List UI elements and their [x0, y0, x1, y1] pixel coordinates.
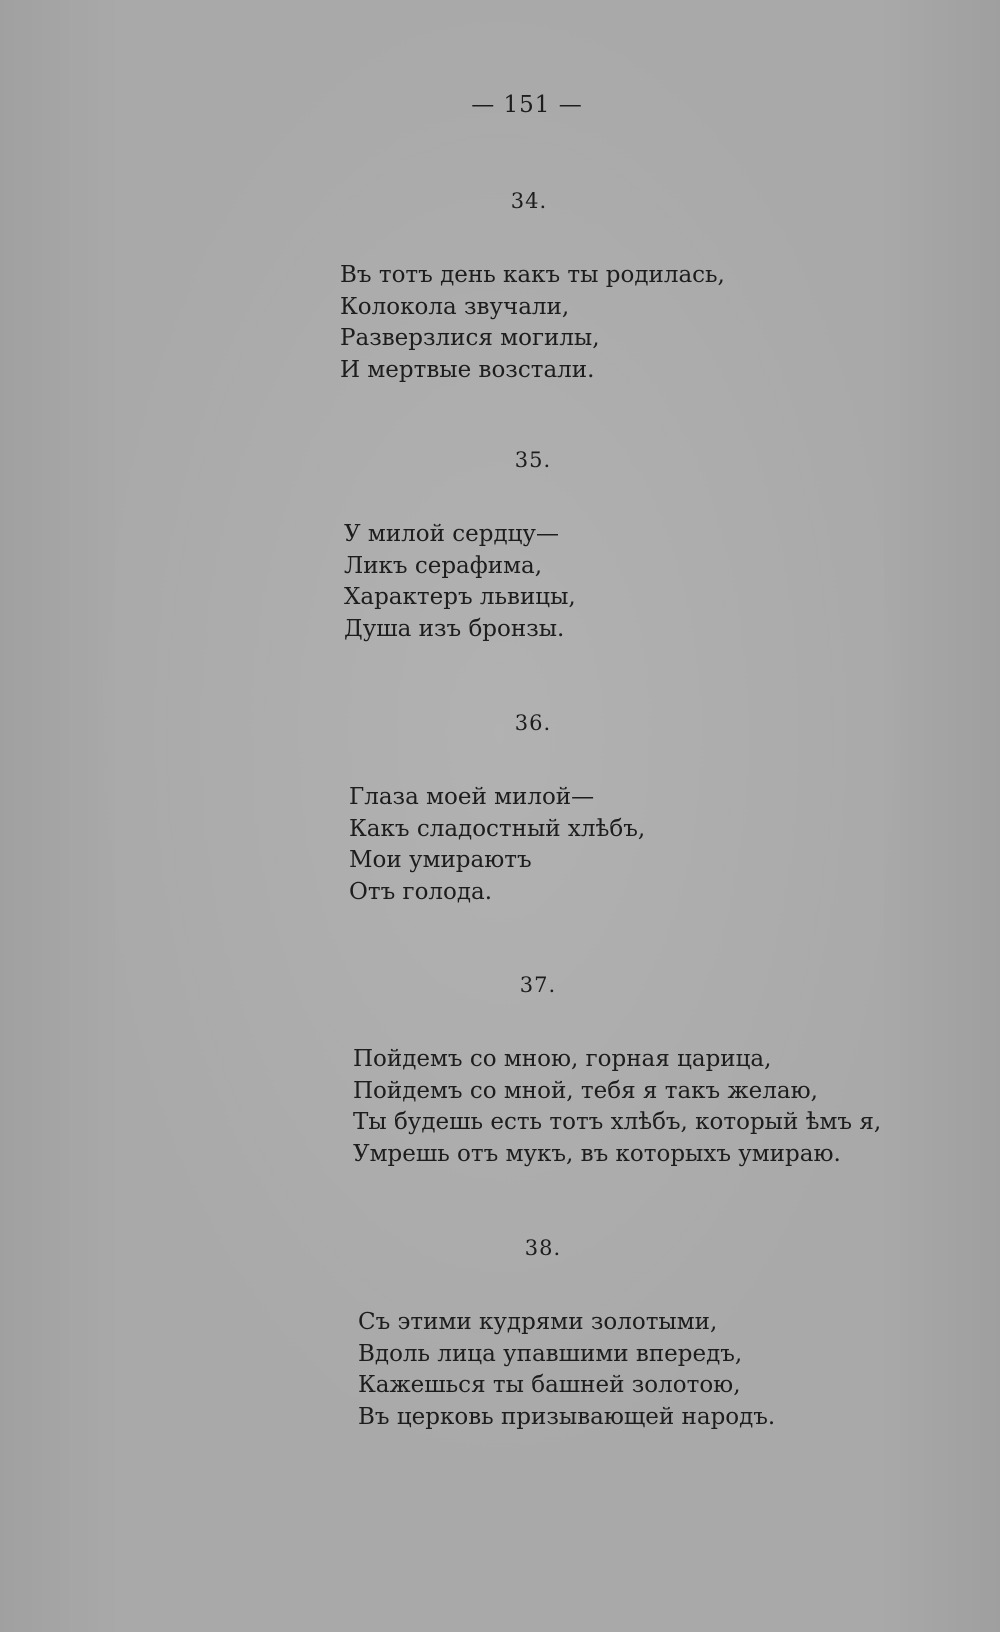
poem-lines — [344, 519, 904, 645]
poem-number: 34. — [510, 189, 548, 213]
poem-line: Отъ голода. — [349, 878, 493, 905]
poem-number: 37. — [519, 973, 557, 997]
poem-37 — [353, 970, 913, 1170]
poem-line: Ты будешь есть тотъ хлѣбъ, который ѣмъ я, — [353, 1109, 882, 1135]
poem-line: Кажешься ты башней золотою, — [358, 1372, 741, 1398]
poem-line: Ликъ серафима, — [344, 552, 543, 579]
poem-35 — [344, 445, 904, 645]
poem-line: Мои умираютъ — [349, 847, 532, 873]
poem-line: Вдоль лица упавшими впередъ, — [358, 1340, 743, 1367]
poem-line: Въ церковь призывающей народъ. — [358, 1403, 776, 1430]
poem-36 — [349, 708, 909, 908]
poem-line: Съ этими кудрями золотыми, — [358, 1309, 718, 1335]
poem-line: Пойдемъ со мною, горная царица, — [353, 1046, 772, 1072]
poem-number: 38. — [524, 1236, 562, 1260]
poem-line: Разверзлися могилы, — [340, 325, 600, 351]
poem-line: Колокола звучали, — [340, 293, 570, 320]
poem-line: Умрешь отъ мукъ, въ которыхъ умираю. — [353, 1140, 841, 1167]
poem-38 — [358, 1233, 918, 1433]
poem-number: 35. — [514, 448, 552, 472]
poem-lines — [353, 1044, 913, 1170]
poem-34 — [340, 186, 900, 386]
poem-line: Въ тотъ день какъ ты родилась, — [340, 262, 725, 288]
poem-line: Душа изъ бронзы. — [344, 615, 565, 642]
poem-line: У милой сердцу— — [344, 521, 559, 547]
poem-line: Глаза моей милой— — [349, 784, 595, 810]
poem-lines — [340, 260, 900, 386]
page-number: — 151 — — [471, 92, 583, 118]
poem-line: И мертвые возстали. — [340, 356, 595, 383]
poem-lines — [349, 782, 909, 908]
poem-line: Пойдемъ со мной, тебя я такъ желаю, — [353, 1077, 818, 1104]
poem-number: 36. — [514, 711, 552, 735]
poem-line: Характеръ львицы, — [344, 584, 576, 610]
poem-line: Какъ сладостный хлѣбъ, — [349, 815, 646, 842]
poem-lines — [358, 1307, 918, 1433]
